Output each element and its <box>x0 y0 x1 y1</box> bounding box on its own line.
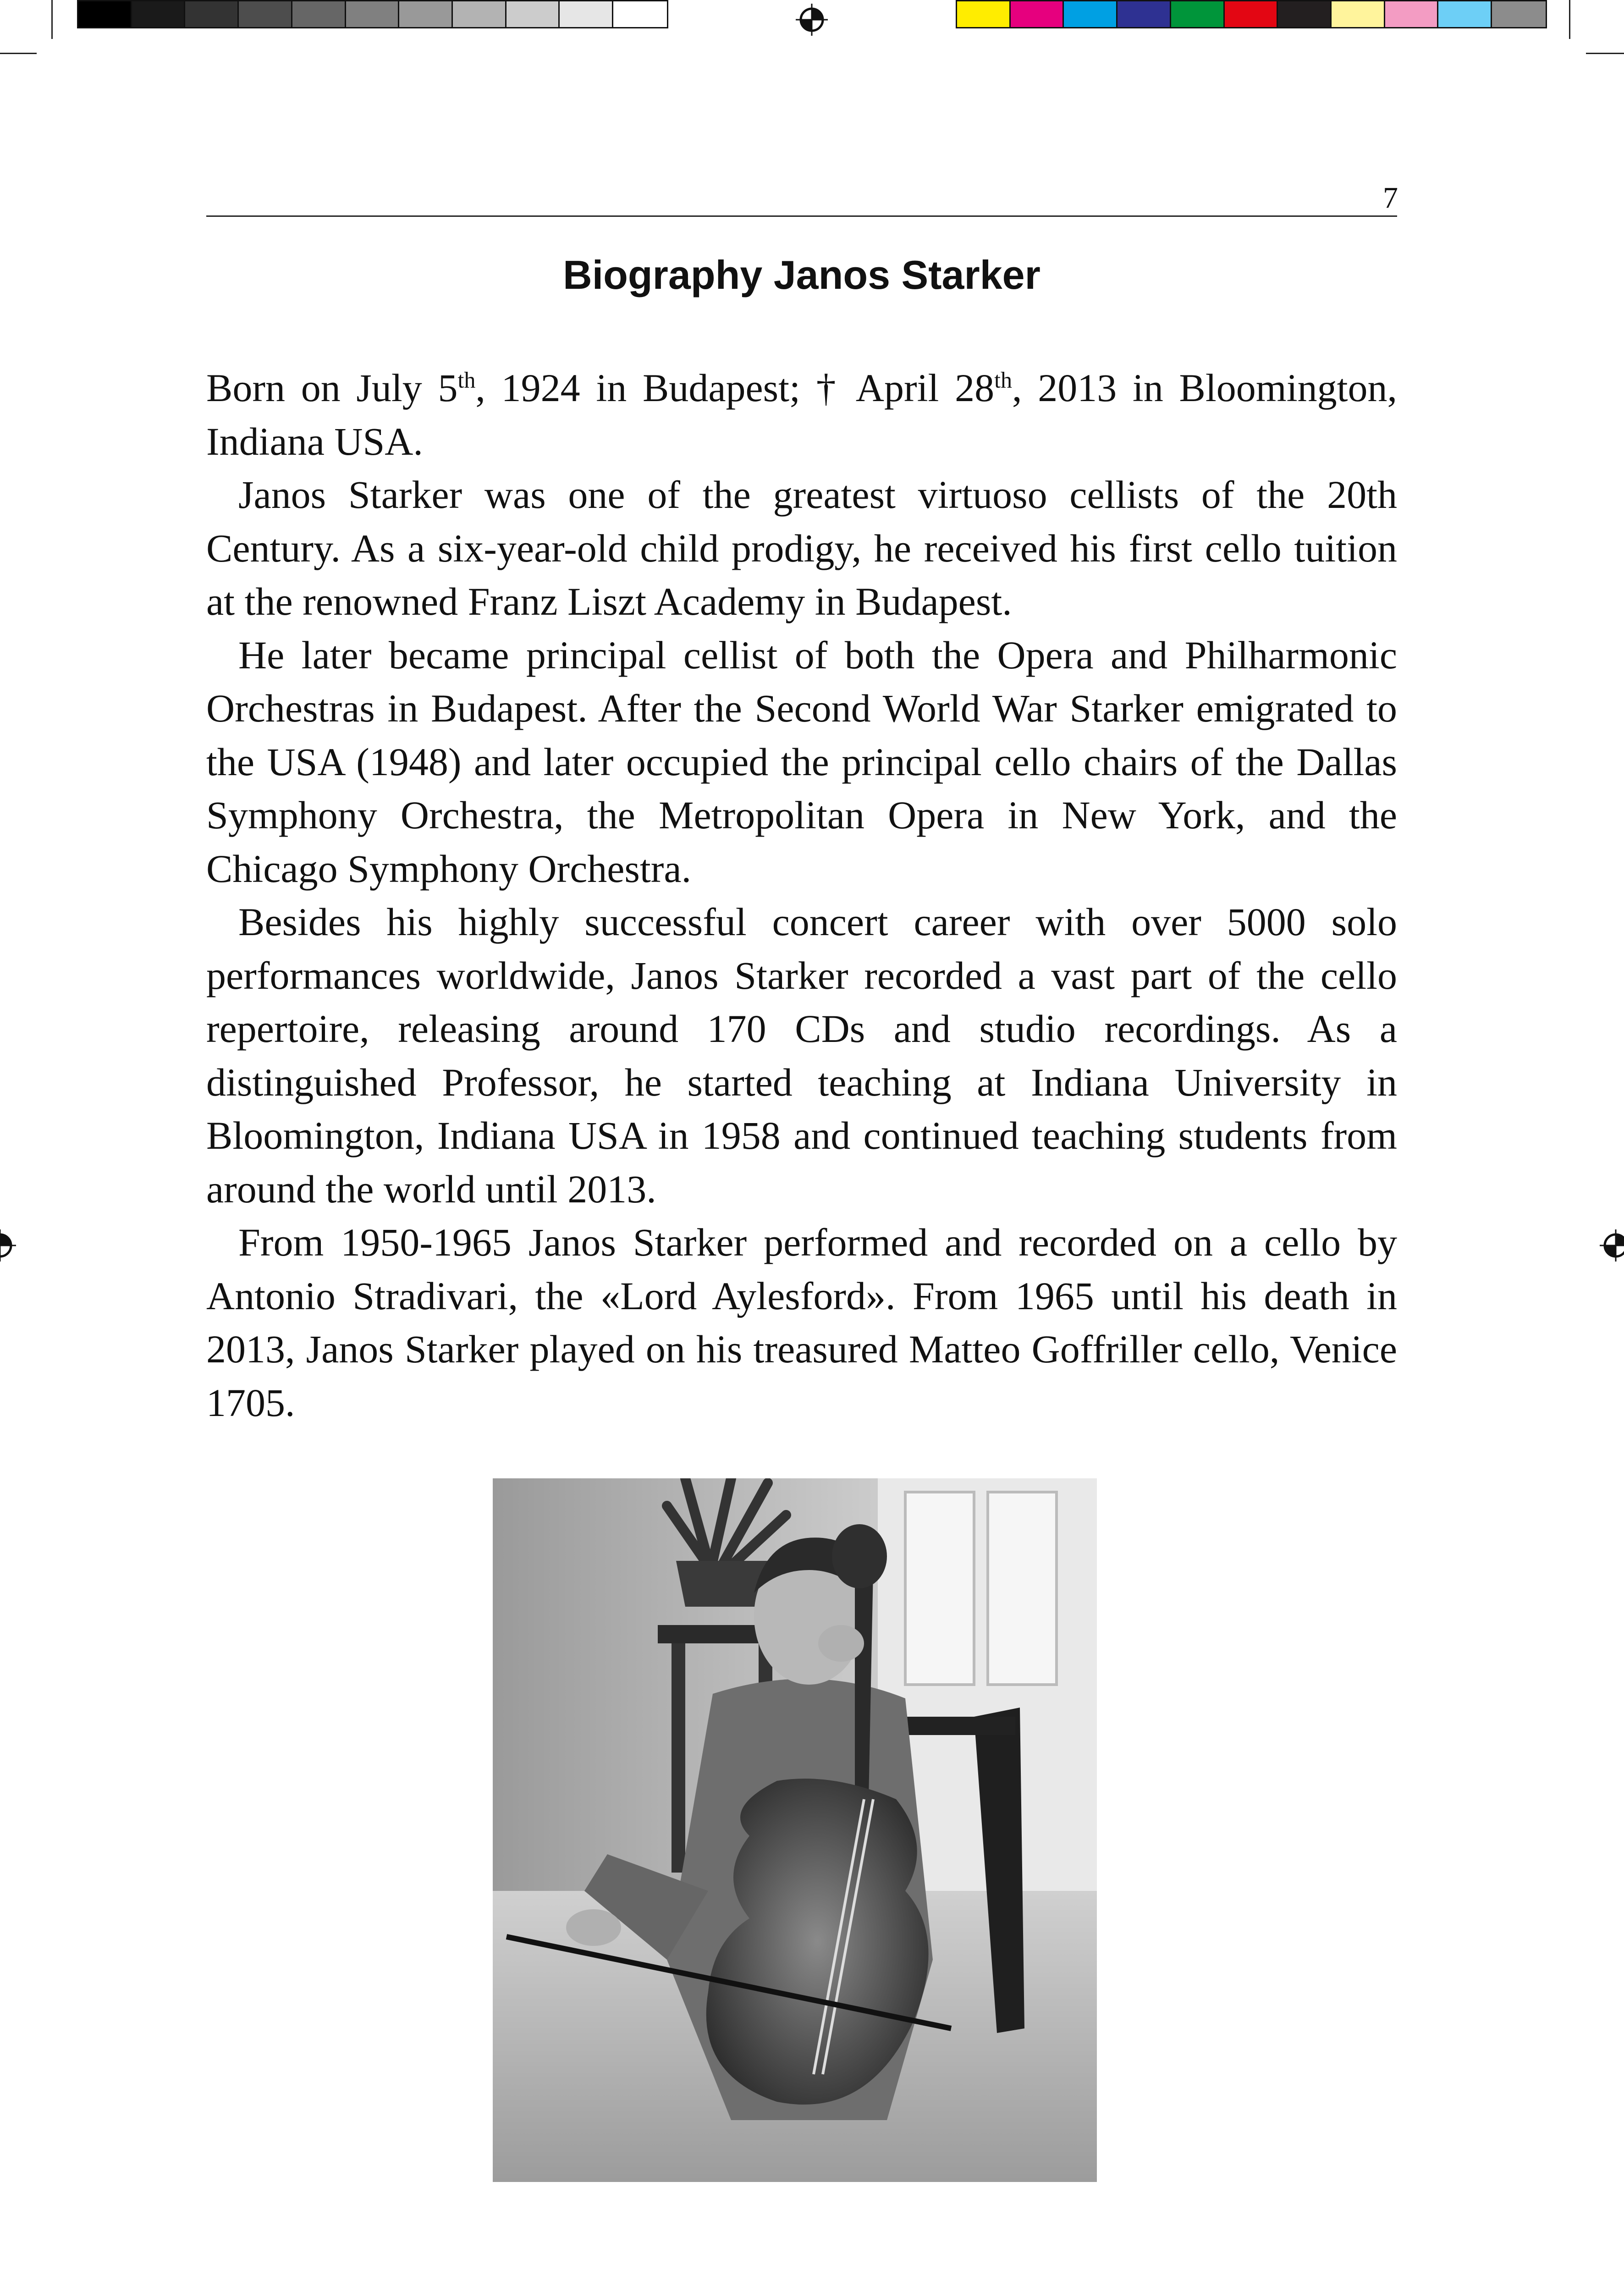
color-swatch <box>1438 1 1492 27</box>
crop-mark <box>0 53 37 54</box>
color-swatch <box>957 1 1011 27</box>
color-swatch <box>292 1 346 27</box>
color-swatch <box>1011 1 1064 27</box>
color-swatch <box>560 1 613 27</box>
crop-mark <box>1586 53 1624 54</box>
color-swatch <box>1225 1 1278 27</box>
color-swatch <box>1278 1 1332 27</box>
cellist-photo <box>493 1478 1097 2182</box>
paragraph: From 1950-1965 Janos Starker performed and recorded on a cello by Antonio Stradivari, the «Lord Aylesford». From 1965 until his death in 2013, Janos Starker played on his treasured Matteo Goffriller cello, Venice 1705. <box>206 1220 1397 1425</box>
color-swatch <box>613 1 667 27</box>
registration-mark-icon <box>1600 1229 1624 1262</box>
color-calibration-bar <box>956 0 1547 28</box>
color-swatch <box>185 1 239 27</box>
crop-mark <box>1569 0 1570 39</box>
color-swatch <box>132 1 186 27</box>
paragraph: Born on July 5th, 1924 in Budapest; † April 28th, 2013 in Bloomington, Indiana USA. <box>206 366 1397 463</box>
paragraph: Besides his highly successful concert career with over 5000 solo performances worldwide, Janos Starker recorded a vast part of the cello repertoire, releasing around 170 CDs and studio recordings. As a distinguished Professor, he started teaching at Indiana University in Bloomington, Indiana USA in 1958 and continued teaching students from around the world until 2013. <box>206 900 1397 1211</box>
color-swatch <box>1118 1 1171 27</box>
color-swatch <box>506 1 560 27</box>
biography-text <box>206 361 1397 1429</box>
color-swatch <box>346 1 400 27</box>
paragraph: Janos Starker was one of the greatest virtuoso cellists of the 20th Century. As a six-year-old child prodigy, he received his first cello tuition at the renowned Franz Liszt Academy in Budapest. <box>206 473 1397 623</box>
color-swatch <box>1171 1 1225 27</box>
crop-mark <box>51 0 53 39</box>
page-number: 7 <box>1383 181 1398 215</box>
page-title: Biography Janos Starker <box>563 252 1040 298</box>
color-swatch <box>1385 1 1439 27</box>
color-swatch <box>1064 1 1118 27</box>
header-rule <box>206 215 1397 217</box>
grey-calibration-bar <box>77 0 668 28</box>
registration-mark-icon <box>796 4 828 36</box>
color-swatch <box>239 1 292 27</box>
color-swatch <box>1492 1 1546 27</box>
color-swatch <box>78 1 132 27</box>
color-swatch <box>453 1 506 27</box>
registration-mark-icon <box>0 1229 16 1262</box>
color-swatch <box>399 1 453 27</box>
paragraph: He later became principal cellist of both the Opera and Philharmonic Orchestras in Budapest. After the Second World War Starker emigrated to the USA (1948) and later occupied the principal cello chairs of the Dallas Symphony Orchestra, the Metropolitan Opera in New York, and the Chicago Symphony Orchestra. <box>206 633 1397 891</box>
color-swatch <box>1332 1 1385 27</box>
